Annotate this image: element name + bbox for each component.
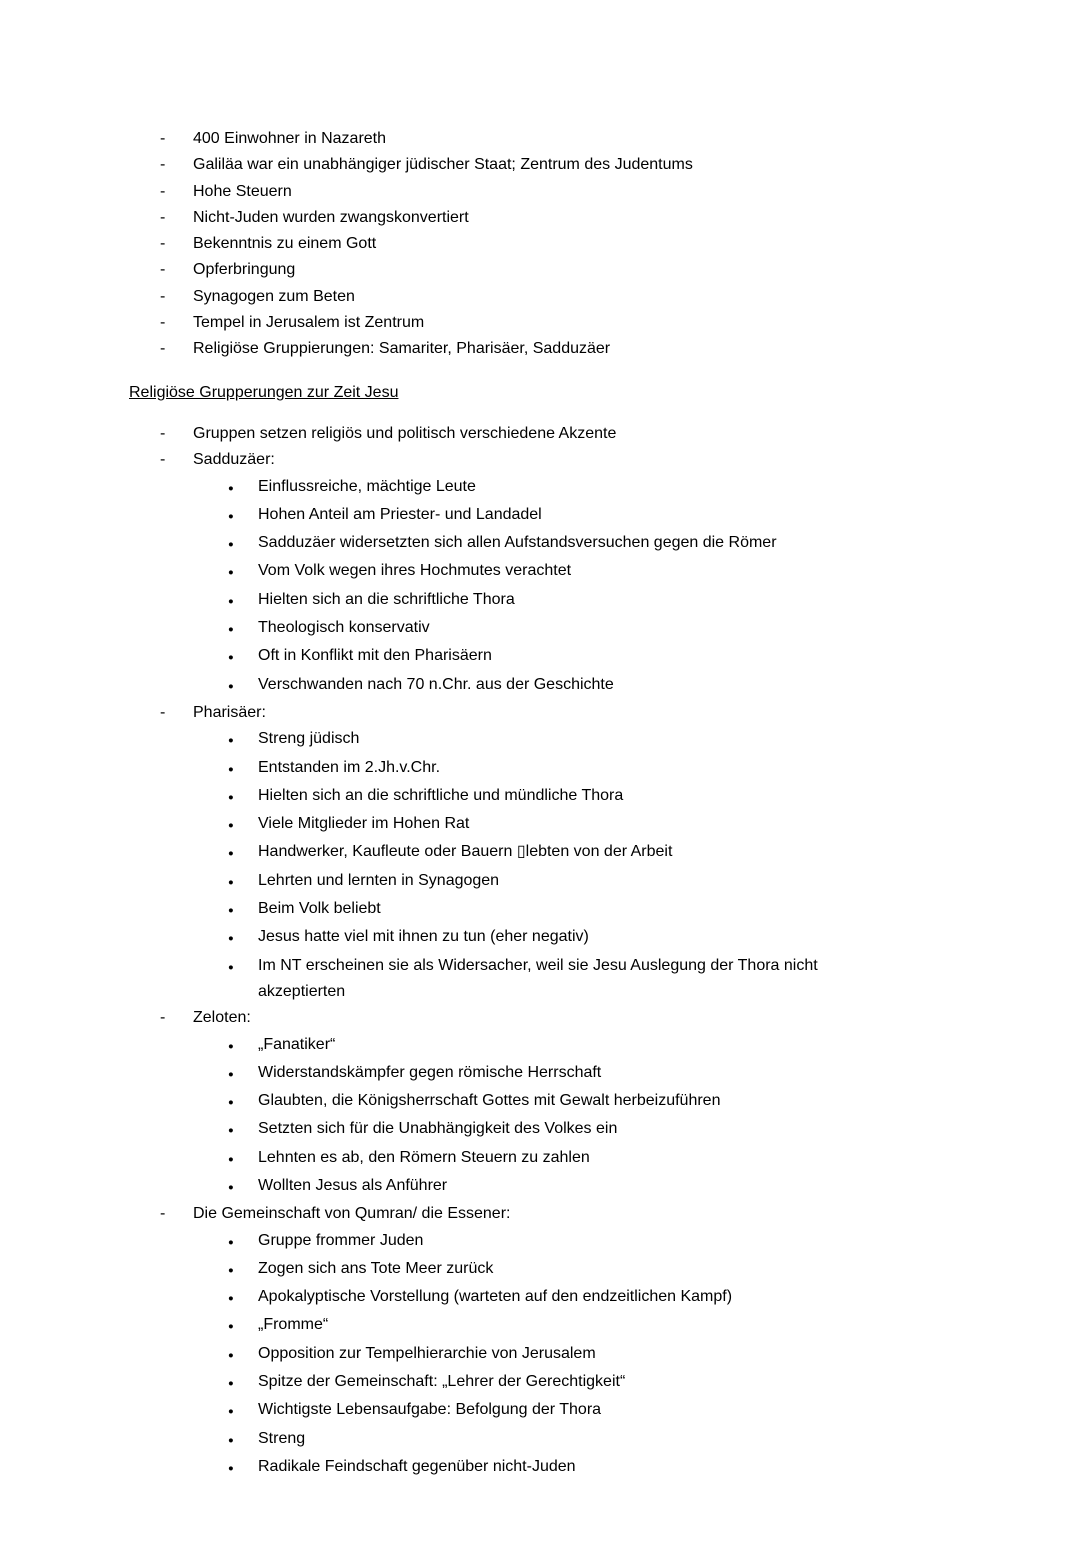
group-label-text: Die Gemeinschaft von Qumran/ die Essener: [193, 1205, 511, 1223]
dash-marker: - [160, 314, 166, 332]
bullet-marker: ● [228, 791, 234, 803]
group-detail-text: Apokalyptische Vorstellung (warteten auf den endzeitlichen Kampf) [258, 1288, 733, 1306]
group-detail-text: Jesus hatte viel mit ihnen zu tun (eher negativ) [258, 928, 589, 946]
group-detail-text: Einflussreiche, mächtige Leute [258, 477, 476, 495]
group-label-text: Gruppen setzen religiös und politisch verschiedene Akzente [193, 424, 617, 442]
group-detail-text: Lehrten und lernten in Synagogen [258, 871, 500, 889]
group-label [129, 1005, 940, 1031]
group-detail [129, 672, 940, 700]
bullet-marker: ● [228, 1153, 234, 1165]
bullet-marker: ● [228, 905, 234, 917]
group-detail [129, 1145, 940, 1173]
dash-marker: - [160, 261, 166, 279]
group-detail-text: Radikale Feindschaft gegenüber nicht-Juden [258, 1457, 576, 1475]
group-label-text: Pharisäer: [193, 703, 266, 721]
group-label [129, 1201, 940, 1227]
intro-item-text: Religiöse Gruppierungen: Samariter, Pharisäer, Sadduzäer [193, 340, 611, 358]
bullet-marker: ● [228, 1068, 234, 1080]
group-detail [129, 558, 940, 586]
dash-marker: - [160, 340, 166, 358]
group-detail-text: Widerstandskämpfer gegen römische Herrschaft [258, 1063, 602, 1081]
group-detail-text: Opposition zur Tempelhierarchie von Jerusalem [258, 1344, 596, 1362]
intro-item [129, 126, 940, 152]
group-detail [129, 1060, 940, 1088]
group-detail [129, 839, 940, 867]
group-detail-text: Hielten sich an die schriftliche und mündliche Thora [258, 786, 624, 804]
bullet-marker: ● [228, 1434, 234, 1446]
group-detail-text: „Fanatiker“ [258, 1035, 336, 1053]
bullet-marker: ● [228, 820, 234, 832]
group-detail-text: Zogen sich ans Tote Meer zurück [258, 1259, 494, 1277]
intro-item [129, 284, 940, 310]
bullet-marker: ● [228, 510, 234, 522]
group-label-text: Sadduzäer: [193, 451, 275, 469]
intro-item-text: Opferbringung [193, 261, 296, 279]
bullet-marker: ● [228, 848, 234, 860]
group-detail-text: Streng [258, 1429, 306, 1447]
group-detail-text: Verschwanden nach 70 n.Chr. aus der Geschichte [258, 675, 614, 693]
group-detail-text: Entstanden im 2.Jh.v.Chr. [258, 758, 441, 776]
group-detail [129, 1088, 940, 1116]
dash-marker: - [160, 424, 166, 442]
intro-item-text: Nicht-Juden wurden zwangskonvertiert [193, 208, 469, 226]
group-detail [129, 1397, 940, 1425]
group-detail-text: Hohen Anteil am Priester- und Landadel [258, 505, 542, 523]
dash-marker: - [160, 156, 166, 174]
intro-item-text: Bekenntnis zu einem Gott [193, 235, 377, 253]
dash-marker: - [160, 208, 166, 226]
group-detail [129, 1256, 940, 1284]
bullet-marker: ● [228, 1040, 234, 1052]
group-detail [129, 1228, 940, 1256]
intro-item-text: Hohe Steuern [193, 182, 292, 200]
group-detail-text: Gruppe frommer Juden [258, 1231, 424, 1249]
bullet-marker: ● [228, 539, 234, 551]
bullet-marker: ● [228, 1125, 234, 1137]
dash-marker: - [160, 1009, 166, 1027]
group-detail [129, 1173, 940, 1201]
intro-item-text: Tempel in Jerusalem ist Zentrum [193, 314, 425, 332]
group-detail-text: Wollten Jesus als Anführer [258, 1176, 448, 1194]
bullet-marker: ● [228, 1181, 234, 1193]
group-detail [129, 1341, 940, 1369]
group-detail-text: Spitze der Gemeinschaft: „Lehrer der Gerechtigkeit“ [258, 1373, 626, 1391]
group-label [129, 700, 940, 726]
group-detail [129, 587, 940, 615]
group-detail-text: Hielten sich an die schriftliche Thora [258, 590, 515, 608]
group-detail [129, 811, 940, 839]
dash-marker: - [160, 182, 166, 200]
intro-item [129, 205, 940, 231]
group-detail [129, 726, 940, 754]
intro-item [129, 336, 940, 362]
group-detail [129, 1312, 940, 1340]
group-detail-text: „Fromme“ [258, 1316, 329, 1334]
bullet-marker: ● [228, 1406, 234, 1418]
group-label [129, 421, 940, 447]
bullet-marker: ● [228, 652, 234, 664]
group-label-text: Zeloten: [193, 1009, 251, 1027]
group-detail-text: Wichtigste Lebensaufgabe: Befolgung der Thora [258, 1401, 602, 1419]
bullet-marker: ● [228, 961, 234, 973]
group-detail-text: Setzten sich für die Unabhängigkeit des Volkes ein [258, 1120, 618, 1138]
intro-item-text: Synagogen zum Beten [193, 287, 355, 305]
group-detail [129, 953, 940, 1006]
group-detail-text: Streng jüdisch [258, 730, 360, 748]
group-detail-text: Lehnten es ab, den Römern Steuern zu zahlen [258, 1148, 590, 1166]
group-detail-text: Viele Mitglieder im Hohen Rat [258, 815, 470, 833]
intro-item [129, 257, 940, 283]
dash-marker: - [160, 235, 166, 253]
group-detail [129, 643, 940, 671]
intro-list [129, 126, 940, 363]
group-detail-text: Handwerker, Kaufleute oder Bauern ▯lebten von der Arbeit [258, 843, 673, 861]
bullet-marker: ● [228, 763, 234, 775]
bullet-marker: ● [228, 876, 234, 888]
intro-item [129, 152, 940, 178]
group-detail-text: Theologisch konservativ [258, 619, 430, 637]
group-detail-text: Sadduzäer widersetzten sich allen Aufstandsversuchen gegen die Römer [258, 534, 777, 552]
dash-marker: - [160, 703, 166, 721]
group-detail [129, 1116, 940, 1144]
bullet-marker: ● [228, 933, 234, 945]
intro-item [129, 179, 940, 205]
group-detail [129, 1454, 940, 1482]
group-detail-text: Vom Volk wegen ihres Hochmutes verachtet [258, 562, 572, 580]
group-detail [129, 502, 940, 530]
intro-item-text: 400 Einwohner in Nazareth [193, 130, 387, 147]
group-detail [129, 755, 940, 783]
group-detail [129, 615, 940, 643]
group-detail [129, 868, 940, 896]
intro-item-text: Galiläa war ein unabhängiger jüdischer Staat; Zentrum des Judentums [193, 156, 693, 174]
group-detail-text: Oft in Konflikt mit den Pharisäern [258, 647, 492, 665]
bullet-marker: ● [228, 1293, 234, 1305]
intro-item [129, 231, 940, 257]
bullet-marker: ● [228, 567, 234, 579]
group-detail [129, 474, 940, 502]
group-detail [129, 1426, 940, 1454]
bullet-marker: ● [228, 482, 234, 494]
dash-marker: - [160, 287, 166, 305]
group-detail-text: Beim Volk beliebt [258, 900, 381, 918]
bullet-marker: ● [228, 1097, 234, 1109]
group-detail [129, 896, 940, 924]
group-detail [129, 924, 940, 952]
group-detail [129, 1369, 940, 1397]
bullet-marker: ● [228, 1321, 234, 1333]
group-detail [129, 530, 940, 558]
bullet-marker: ● [228, 1236, 234, 1248]
bullet-marker: ● [228, 1462, 234, 1474]
dash-marker: - [160, 130, 166, 147]
bullet-marker: ● [228, 680, 234, 692]
intro-item [129, 310, 940, 336]
bullet-marker: ● [228, 1349, 234, 1361]
section-heading: Religiöse Grupperungen zur Zeit Jesu [129, 383, 399, 401]
bullet-marker: ● [228, 624, 234, 636]
group-detail [129, 1284, 940, 1312]
bullet-marker: ● [228, 735, 234, 747]
groups-list [129, 421, 940, 1482]
group-detail-text: Glaubten, die Königsherrschaft Gottes mit Gewalt herbeizuführen [258, 1092, 721, 1110]
dash-marker: - [160, 451, 166, 469]
bullet-marker: ● [228, 1378, 234, 1390]
group-label [129, 447, 940, 473]
group-detail-text: Im NT erscheinen sie als Widersacher, weil sie Jesu Auslegung der Thora nicht akzeptierten [258, 956, 818, 1000]
dash-marker: - [160, 1205, 166, 1223]
group-detail [129, 783, 940, 811]
bullet-marker: ● [228, 1264, 234, 1276]
group-detail [129, 1032, 940, 1060]
bullet-marker: ● [228, 595, 234, 607]
